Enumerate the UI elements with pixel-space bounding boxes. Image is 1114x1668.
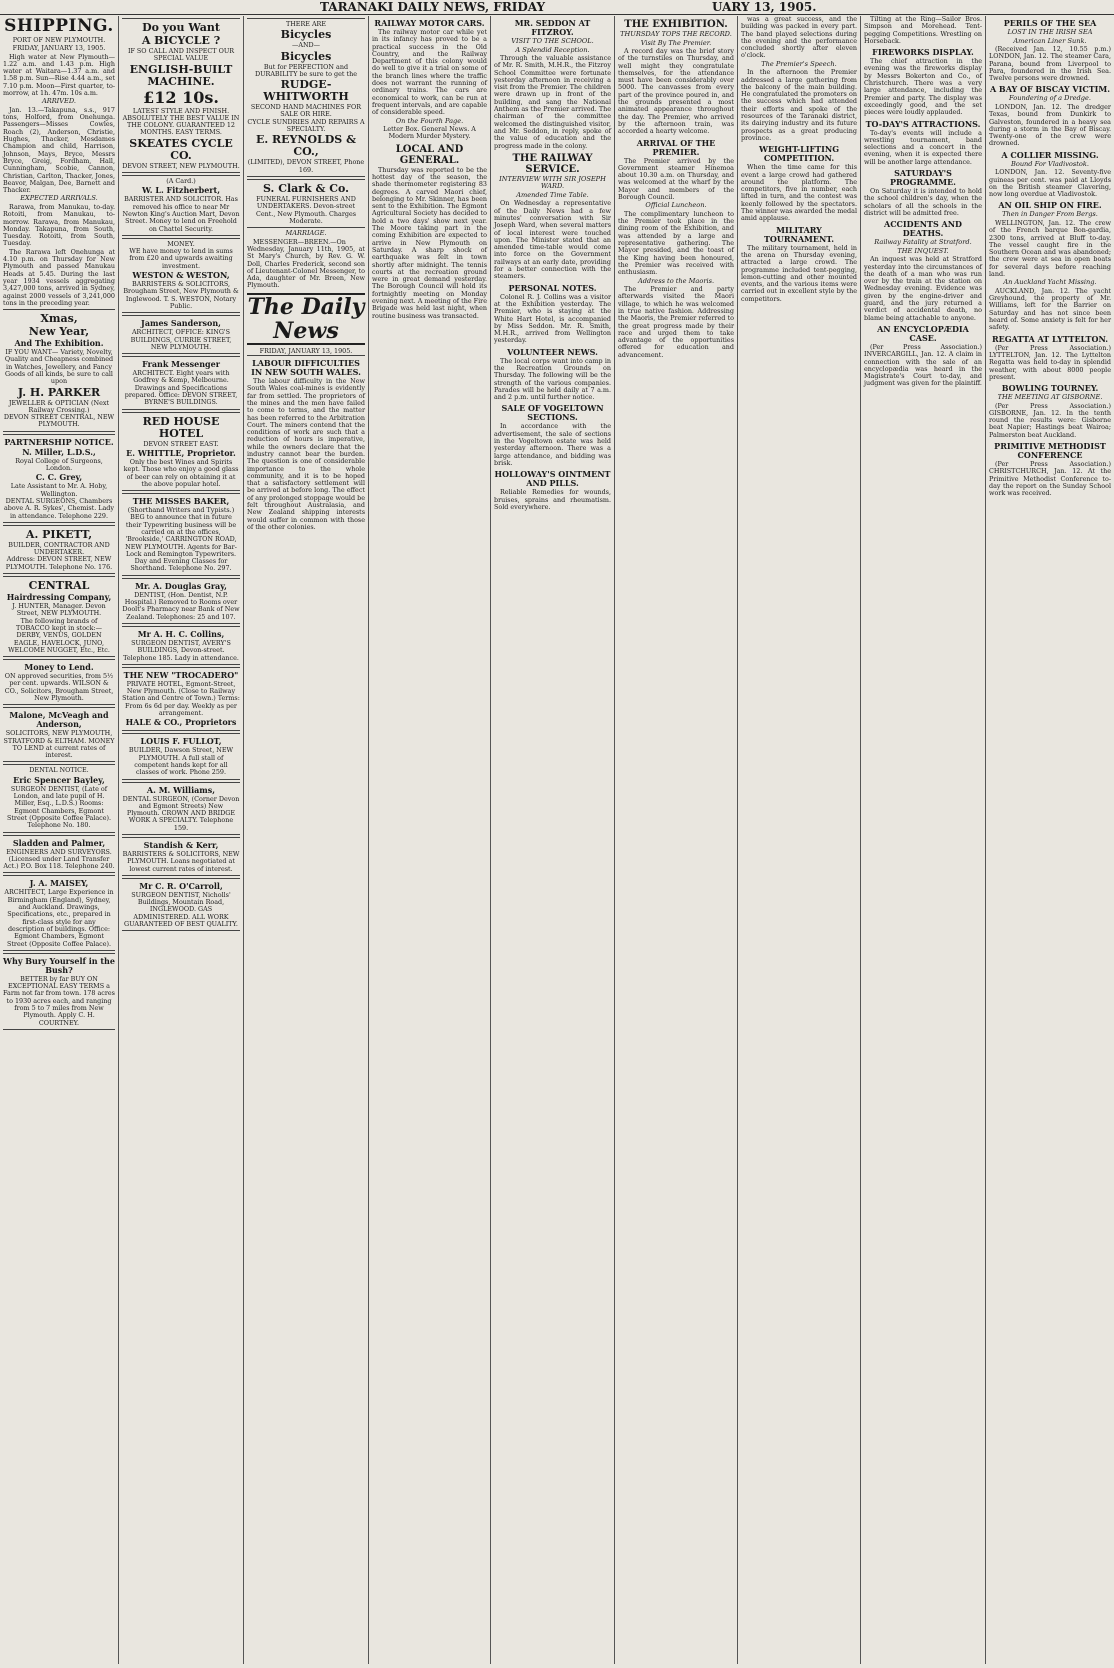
perils-subheading: LOST IN THE IRISH SEA bbox=[1007, 28, 1093, 36]
regatta-text: (Per Press Association.) LYTTELTON, Jan. 12. The Lyttelton Regatta was held to-day in splendid weather, with about 8000 people present. bbox=[989, 343, 1111, 381]
maoris-text: The Premier and party afterwards visited the Maori village, to which he was welcomed in true native fashion. Addressing the Maoris, the Premier referred to the great progress made by their race and urged them to take advantage of the opportunities offered for education and advancement. bbox=[618, 285, 734, 359]
column-1 bbox=[0, 16, 118, 1664]
rudge-ad bbox=[247, 18, 365, 177]
collins-name: Mr A. H. C. Collins, bbox=[137, 628, 225, 639]
reynolds-text: (LIMITED), DEVON STREET, Phone 169. bbox=[247, 158, 365, 174]
military-text: The military tournament, held in the arena on Thursday evening, attracted a large crowd. The programme included tent-pegging, lemon-cutting and other mounted events, and the various items were carried out in excellent style by the competitors. bbox=[741, 243, 857, 303]
misses-baker-text: (Shorthand Writers and Typists.) BEG to announce that in future their Typewriting business will be carried on at the offices, 'Brookside,' CARRINGTON ROAD, NEW PLYMOUTH. Agents for Bar-Lock and Remington Typewriters. Day and Evening Classes for Shorthand. Telephone No. 297. bbox=[125, 506, 237, 573]
partnership-heading: PARTNERSHIP NOTICE. bbox=[4, 436, 114, 447]
exhibition-heading: THE EXHIBITION. bbox=[624, 19, 728, 30]
hunter-text: J. HUNTER, Manager. Devon Street, NEW PLYMOUTH. bbox=[12, 602, 106, 618]
grey-name: C. C. Grey, bbox=[35, 472, 83, 483]
ocarroll-ad bbox=[122, 878, 240, 931]
trocadero-name: THE NEW "TROCADERO" bbox=[123, 669, 239, 680]
bicycles-2: Bicycles bbox=[280, 49, 332, 63]
central-heading: CENTRAL bbox=[28, 579, 90, 593]
bowling-subheading: THE MEETING AT GISBORNE. bbox=[997, 393, 1103, 402]
vogeltown-heading: SALE OF VOGELTOWN SECTIONS. bbox=[501, 403, 604, 423]
sladden-ad bbox=[3, 835, 115, 874]
column-3 bbox=[244, 16, 368, 1664]
weight-text: When the time came for this event a large crowd had gathered around the platform. The competitors, five in number, each lifted in turn, and the contest was keenly followed by the spectators. The winner was awarded the medal amid applause. bbox=[741, 163, 857, 223]
seddon-subheading: VISIT TO THE SCHOOL. bbox=[511, 37, 594, 45]
standish-ad bbox=[122, 837, 240, 876]
tobacco-text: The following brands of TOBACCO kept in stock:— DERBY, VENUS, GOLDEN EAGLE, HAVELOCK, JUNO, WELCOME NUGGET, Etc., Etc. bbox=[8, 616, 110, 654]
fullot-ad bbox=[122, 733, 240, 779]
messenger-name: Frank Messenger bbox=[142, 359, 220, 370]
red-house-address: DEVON STREET EAST. bbox=[143, 439, 219, 448]
fireworks-text: The chief attraction in the evening was the fireworks display by Messrs Bokerton and Co., of Christchurch. There was a very large attendance, including the Premier and party. The display was exceedingly good, and the set pieces were loudly applauded. bbox=[864, 57, 982, 117]
bicycle-ad-line-2: A BICYCLE ? bbox=[141, 34, 221, 47]
misses-baker-ad bbox=[122, 493, 240, 576]
biscay-heading: A BAY OF BISCAY VICTIM. bbox=[989, 84, 1111, 95]
douglas-gray-text: DENTIST, (Hon. Dentist, N.P. Hospital.) Removed to Rooms over Doolt's Pharmacy near Bank of New Zealand. Telephones: 25 and 107. bbox=[122, 590, 240, 621]
page-masthead bbox=[0, 0, 1114, 15]
fitzherbert-text: BARRISTER AND SOLICITOR. Has removed his office to near Mr Newton King's Auction Mart, Devon Street. Money to lend on Freehold on Chattel Security. bbox=[122, 195, 240, 233]
money-heading: Money to Lend. bbox=[24, 662, 94, 673]
marriage-text: MESSENGER—BREEN.—On Wednesday, January 11th, 1905, at St Mary's Church, by Rev. G. W. Doll, Charles Frederick, second son of Lieutenant-Colonel Messenger, to Ada, daughter of Mr. Breen, New Plymouth. bbox=[247, 237, 365, 290]
second-hand: SECOND HAND MACHINES FOR SALE OR HIRE. bbox=[250, 103, 362, 119]
trocadero-ad bbox=[122, 667, 240, 731]
marriage-heading: MARRIAGE. bbox=[285, 229, 327, 238]
reynolds-name: E. REYNOLDS & CO., bbox=[255, 133, 357, 159]
weight-heading: WEIGHT-LIFTING COMPETITION. bbox=[758, 144, 840, 164]
methodist-text: (Per Press Association.) CHRISTCHURCH, Jan. 12. At the Primitive Methodist Conference to-day the report on the Sunday School work was received. bbox=[989, 460, 1111, 498]
on-page-text: Letter Box. General News. A Modern Murder Mystery. bbox=[383, 125, 476, 141]
sanderson-text: ARCHITECT, OFFICE: KING'S BUILDINGS, CURRIE STREET, NEW PLYMOUTH. bbox=[130, 328, 232, 351]
miller-name: N. Miller, L.D.S., bbox=[22, 446, 96, 457]
douglas-gray-name: Mr. A. Douglas Gray, bbox=[135, 580, 227, 591]
bayley-text: SURGEON DENTIST, (Late of London, and late pupil of H. Miller, Esq., L.D.S.) Rooms: Egmont Chambers, Egmont Street (Opposite Coffee Palace). Telephone No. 180. bbox=[6, 784, 112, 830]
fireworks-heading: FIREWORKS DISPLAY. bbox=[872, 47, 974, 58]
saturday-heading: SATURDAY'S PROGRAMME. bbox=[890, 168, 956, 188]
holloway-heading: HOLLOWAY'S OINTMENT AND PILLS. bbox=[494, 469, 611, 489]
expected-text: Rarawa, from Manukau, to-day. Rotoiti, from Manukau, to-morrow. Rarawa, from Manukau, Monday. Takapuna, from South, Tuesday. Rotoiti, from South, Tuesday. bbox=[3, 202, 115, 248]
collins-text: SURGEON DENTIST, AVERY'S BUILDINGS, Devon-street. Telephone 185. Lady in attendance. bbox=[123, 638, 239, 662]
parker-ad bbox=[3, 309, 115, 432]
column-4 bbox=[369, 16, 490, 1664]
methodist-heading: PRIMITIVE METHODIST CONFERENCE bbox=[994, 441, 1106, 461]
bush-ad bbox=[3, 953, 115, 1030]
labour-text: The labour difficulty in the New South Wales coal-mines is evidently far from settled. The proprietors of the mines and the men have failed to come to terms, and the matter has been referred to the Arbitration Court. The miners contend that the conditions of work are such that a reduction of hours is imperative, while the owners declare that the industry cannot bear the burden. The question is one of considerable importance to the whole community, and it is to be hoped that a satisfactory settlement will be arrived at before long. The effect of any prolonged stoppage would be felt throughout Australasia, and New Zealand shipping interests would suffer in common with those of the other colonies. bbox=[247, 377, 365, 531]
biscay-subheading: Foundering of a Dredge. bbox=[1009, 94, 1091, 103]
collier-subheading: Bound For Vladivostok. bbox=[1011, 159, 1089, 168]
sanderson-ad bbox=[122, 315, 240, 354]
weston-text: BARRISTERS & SOLICITORS, Brougham Street, New Plymouth & Inglewood. T. S. WESTON, Notary Public. bbox=[123, 280, 239, 310]
collier-heading: A COLLIER MISSING. bbox=[1001, 149, 1099, 160]
perfection-text: But for PERFECTION and DURABILITY be sure to get the bbox=[255, 62, 357, 78]
ocarroll-text: SURGEON DENTIST, Nicholls' Buildings, Mountain Road, INGLEWOOD. GAS ADMINISTERED. ALL WORK GUARANTEED OF BEST QUALITY. bbox=[124, 890, 238, 929]
maoris-heading: Address to the Maoris. bbox=[637, 276, 715, 285]
expected-heading: EXPECTED ARRIVALS. bbox=[20, 194, 98, 203]
masthead-right: UARY 13, 1905. bbox=[712, 0, 817, 14]
pikett-trade: BUILDER, CONTRACTOR AND UNDERTAKER. bbox=[8, 540, 110, 557]
clark-text: FUNERAL FURNISHERS AND UNDERTAKERS. Devon-street Cent., New Plymouth. Charges Moderate. bbox=[255, 194, 357, 225]
skeates-name: SKEATES CYCLE CO. bbox=[129, 136, 233, 162]
sundries: CYCLE SUNDRIES AND REPAIRS A SPECIALTY. bbox=[247, 117, 365, 134]
weston-ad bbox=[122, 238, 240, 313]
there-are: THERE ARE bbox=[285, 20, 327, 28]
railway-subheading-2: Amended Time Table. bbox=[516, 190, 589, 199]
perils-text: (Received Jan. 12, 10.55 p.m.) LONDON, Jan. 12. The steamer Cara, Parana, bound from Liverpool to Para, foundered in the Irish Sea. Twelve persons were drowned. bbox=[989, 45, 1111, 83]
money2-text: WE have money to lend in sums from £20 and upwards awaiting investment. bbox=[129, 247, 233, 270]
bayley-ad bbox=[3, 764, 115, 832]
money2-label: MONEY. bbox=[167, 239, 195, 248]
seddon-heading: MR. SEDDON AT FITZROY. bbox=[514, 18, 591, 37]
today-text: To-day's events will include a wrestling tournament, band selections and a concert in the evening, when it is expected there will be another large attendance. bbox=[864, 128, 982, 166]
column-6 bbox=[615, 16, 737, 1664]
exhibition-ad-heading: And The Exhibition. bbox=[14, 338, 104, 349]
maisey-ad bbox=[3, 875, 115, 950]
trocadero-text: PRIVATE HOTEL, Egmont-Street, New Plymouth. (Close to Railway Station and Centre of Town.) Terms: From 6s 6d per day. Weekly as per arrangement. bbox=[122, 679, 240, 718]
today-heading: TO-DAY'S ATTRACTIONS. bbox=[865, 118, 981, 129]
messenger-ad bbox=[122, 356, 240, 409]
whittle-name: E. WHITTLE, Proprietor. bbox=[126, 447, 236, 458]
fitzherbert-ad bbox=[122, 175, 240, 236]
yacht-heading: An Auckland Yacht Missing. bbox=[1003, 278, 1097, 287]
editorial-dateline: FRIDAY, JANUARY 13, 1905. bbox=[247, 348, 365, 356]
arrived-text: Jan. 13.—Takapuna, s.s., 917 tons, Holford, from Onehunga. Passengers—Misses Cowles, Roach (2), Anderson, Christie, Hughes, Thacker, Mesdames Champion and child, Harrison, Johnson, Mays, Bryce, Messrs Bryce, Greig, Fordham, Hall, Cunningham, Scobie, Cannon, Christian, Carlton, Thacker, Jones, Beavor, Malgan, Dee, Barnett and Thacker. bbox=[3, 105, 115, 195]
money-text: ON approved securities, from 5½ per cent. upwards. WILSON & CO., Solicitors, Brougham Street, New Plymouth. bbox=[4, 672, 114, 702]
luncheon-text: The complimentary luncheon to the Premier took place in the dining room of the Exhibition, and was attended by a large and representative gathering. The Mayor presided, and the toast of the King having been honoured, the Premier was received with enthusiasm. bbox=[618, 209, 734, 277]
clark-name: S. Clark & Co. bbox=[262, 181, 349, 195]
bicycle-ad-line-3: IF SO CALL AND INSPECT OUR SPECIAL VALUE bbox=[127, 47, 235, 63]
exhibition-text: A record day was the brief story of the turnstiles on Thursday, and well might they congratulate themselves, for the attendance must have been considerably over 5000. The canvasses from every part of the province poured in, and the grounds presented a most animated appearance throughout the day. The Premier, who arrived by the afternoon train, was accorded a hearty welcome. bbox=[618, 47, 734, 136]
whittle-text: Only the best Wines and Spirits kept. Those who enjoy a good glass of beer can rely on obtaining it at the above popular hotel. bbox=[123, 457, 239, 488]
column-2 bbox=[119, 16, 243, 1664]
fitzherbert-name: W. L. Fitzherbert, bbox=[142, 185, 220, 196]
hairdressing-ad bbox=[3, 576, 115, 657]
inquest-heading: THE INQUEST. bbox=[897, 246, 949, 255]
luncheon-heading: Official Luncheon. bbox=[645, 201, 707, 210]
xmas-heading: Xmas, bbox=[40, 312, 78, 326]
hairdressing-heading: Hairdressing Company, bbox=[6, 592, 112, 603]
fullot-text: BUILDER, Dawson Street, NEW PLYMOUTH. A full stall of competent hands kept for all classes of work. Phone 259. bbox=[128, 746, 234, 777]
money-ad bbox=[3, 659, 115, 705]
new-year-heading: New Year, bbox=[28, 325, 90, 339]
sladden-text: ENGINEERS AND SURVEYORS. (Licensed under Land Transfer Act.) P.O. Box 118. Telephone 240. bbox=[3, 847, 115, 871]
col7-top-text: was a great success, and the building was packed in every part. The band played selections during the evening and the performance concluded shortly after eleven o'clock. bbox=[741, 16, 857, 60]
yacht-text: AUCKLAND, Jan. 12. The yacht Greyhound, the property of Mr. Williams, left for the Barrier on Saturday and has not since been heard of. Some anxiety is felt for her safety. bbox=[989, 286, 1111, 332]
oil-subheading: Then in Danger From Bergs. bbox=[1002, 210, 1098, 219]
douglas-gray-ad bbox=[122, 578, 240, 624]
accidents-heading: ACCIDENTS AND DEATHS. bbox=[883, 219, 962, 239]
oil-text: WELLINGTON, Jan. 12. The crew of the French barque Bon-gardia, 2300 tons, arrived at Bluff to-day. The vessel caught fire in the Southern Ocean and was abandoned; the crew were at sea in open boats for several days before reaching land. bbox=[989, 218, 1111, 279]
col8-top-text: Tilting at the Ring—Sailor Bros. Simpson and Morehead. Tent-pegging Competitions. Wrestling on Horseback. bbox=[864, 16, 982, 45]
encyclopedia-text: (Per Press Association.) INVERCARGILL, Jan. 12. A claim in connection with the sale of an encyclopædia was heard in the Magistrate's Court to-day, and judgment was given for the plaintiff. bbox=[864, 342, 982, 388]
bicycle-ad bbox=[122, 18, 240, 173]
labour-heading: LABOUR DIFFICULTIES IN NEW SOUTH WALES. bbox=[251, 358, 361, 378]
bayley-heading: Eric Spencer Bayley, bbox=[13, 774, 105, 785]
maisey-text: ARCHITECT, Large Experience in Birmingham (England), Sydney, and Auckland. Drawings, Specifications, etc., prepared in first-class style for any description of buildings. Office: Egmont Chambers, Egmont Street (Opposite Coffee Palace). bbox=[4, 888, 114, 948]
standish-name: Standish & Kerr, bbox=[143, 840, 219, 850]
pikett-text: Address: DEVON STREET, NEW PLYMOUTH. Telephone No. 176. bbox=[5, 555, 113, 571]
weston-name: WESTON & WESTON, bbox=[132, 270, 230, 281]
bicycle-price: £12 10s. bbox=[143, 87, 219, 107]
hale-name: HALE & CO., Proprietors bbox=[125, 717, 237, 728]
card-label: (A Card.) bbox=[166, 177, 196, 186]
bowling-heading: BOWLING TOURNEY. bbox=[1001, 383, 1099, 394]
bicycle-ad-line-5: LATEST STYLE AND FINISH. ABSOLUTELY THE BEST VALUE IN THE COLONY. GUARANTEED 12 MONTHS. EASY TERMS. bbox=[122, 106, 240, 137]
sladden-heading: Sladden and Palmer, bbox=[12, 837, 106, 848]
personal-text: Colonel R. J. Collins was a visitor at the Exhibition yesterday. The Premier, who is staying at the White Hart Hotel, is accompanied by Miss Seddon. Mr. R. Smith, M.H.R., arrived from Wellington yesterday. bbox=[494, 292, 611, 345]
oil-heading: AN OIL SHIP ON FIRE. bbox=[998, 200, 1102, 211]
column-7 bbox=[738, 16, 860, 1664]
date-line: FRIDAY, JANUARY 13, 1905. bbox=[12, 44, 106, 53]
encyclopedia-heading: AN ENCYCLOPÆDIA CASE. bbox=[877, 323, 969, 343]
and-label: —AND— bbox=[291, 41, 321, 50]
parker-intro: IF YOU WANT— Variety, Novelty, Quality and Cheapness combined in Watches, Jewellery, and Fancy Goods of all kinds, be sure to call upon bbox=[4, 348, 114, 386]
williams-name: A. M. Williams, bbox=[146, 784, 216, 795]
seddon-subheading-2: A Splendid Reception. bbox=[515, 45, 590, 54]
daily-news-nameplate: The Daily News bbox=[247, 293, 365, 344]
inquest-text: An inquest was held at Stratford yesterday into the circumstances of the death of a man who was run over by the train at the station on Wednesday evening. Evidence was given by the engine-driver and guard, and the jury returned a verdict of accidental death, no blame being attachable to anyone. bbox=[864, 255, 982, 322]
masthead-left: TARANAKI DAILY NEWS, FRIDAY bbox=[320, 0, 546, 14]
miller-text: Royal College of Surgeons, London. bbox=[15, 456, 103, 473]
on-page-heading: On the Fourth Page. bbox=[395, 116, 464, 125]
railway-heading: THE RAILWAY SERVICE. bbox=[512, 152, 593, 175]
speech-text: In the afternoon the Premier addressed a large gathering from the balcony of the main building. He congratulated the promoters on the success which had attended their efforts and spoke of the resources of the Taranaki district, its dairying industry and its future prospects as a great producing province. bbox=[741, 68, 857, 142]
biscay-text: LONDON, Jan. 12. The dredger Texas, bound from Dunkirk to Galveston, foundered in a heavy sea during a storm in the Bay of Biscay. Twenty-one of the crew were drowned. bbox=[989, 102, 1111, 148]
clark-ad bbox=[247, 179, 365, 228]
standish-text: BARRISTERS & SOLICITORS, NEW PLYMOUTH. Loans negotiated at lowest current rates of interest. bbox=[122, 850, 240, 873]
column-8 bbox=[861, 16, 985, 1664]
fullot-name: LOUIS F. FULLOT, bbox=[140, 736, 222, 747]
seddon-text: Through the valuable assistance of Mr. R. Smith, M.H.R., the Fitzroy School Committee were fortunate yesterday afternoon in receiving a visit from the Premier. The children were drawn up in front of the building, and sang the National Anthem as the Premier arrived. The chairman of the committee welcomed the distinguished visitor, and Mr. Seddon, in reply, spoke of the value of education and the progress made in the colony. bbox=[494, 54, 611, 150]
pikett-ad bbox=[3, 525, 115, 574]
parker-name: J. H. PARKER bbox=[17, 385, 101, 399]
accidents-subheading: Railway Fatality at Stratford. bbox=[874, 238, 972, 247]
arrival-text: The Premier arrived by the Government steamer Hinemoa about 10.30 a.m. on Thursday, and was welcomed at the wharf by the Mayor and members of the Borough Council. bbox=[618, 156, 734, 202]
column-9 bbox=[986, 16, 1114, 1664]
arrival-heading: ARRIVAL OF THE PREMIER. bbox=[636, 137, 716, 157]
red-house-ad bbox=[122, 412, 240, 491]
exhibition-subheading-2: Visit By The Premier. bbox=[640, 38, 712, 47]
parker-address: DEVON STREET CENTRAL, NEW PLYMOUTH. bbox=[3, 413, 115, 429]
bicycles-1: Bicycles bbox=[280, 28, 332, 42]
grey-text: Late Assistant to Mr. A. Hoby, Wellington. bbox=[10, 482, 108, 498]
dental-text: DENTAL SURGEONS, Chambers above A. R. Sykes', Chemist. Lady in attendance. Telephone 229. bbox=[3, 496, 115, 520]
bush-text: BETTER by far BUY ON EXCEPTIONAL EASY TERMS a Farm not far from town. 178 acres to 1930 acres each, and ranging from 5 to 7 miles from New Plymouth. Apply C. H. COURTNEY. bbox=[3, 974, 115, 1027]
regatta-heading: REGATTA AT LYTTELTON. bbox=[991, 333, 1109, 344]
volunteer-heading: VOLUNTEER NEWS. bbox=[507, 346, 598, 357]
sanderson-name: James Sanderson, bbox=[141, 318, 221, 329]
motor-text: The railway motor car while yet in its infancy has proved to be a practical success in the Old Country, and the Railway Department of this colony would do well to give it a trial on some of the branch lines where the traffic does not warrant the running of ordinary trains. The cars are economical to work, can be run at frequent intervals, and are capable of considerable speed. bbox=[372, 28, 487, 117]
malone-text: SOLICITORS, NEW PLYMOUTH, STRATFORD & ELTHAM. MONEY TO LEND at current rates of interest. bbox=[3, 729, 115, 760]
arrived-heading: ARRIVED. bbox=[41, 97, 77, 106]
column-5 bbox=[491, 16, 614, 1664]
partnership-ad bbox=[3, 434, 115, 523]
volunteer-text: The local corps want into camp in the Recreation Grounds on Thursday. The following will be the strength of the various companies. Parades will be held daily at 7 a.m. and 2 p.m. until further notice. bbox=[494, 356, 611, 402]
messenger-text: ARCHITECT. Eight years with Godfrey & Kemp, Melbourne. Drawings and Specifications prepared. Office: DEVON STREET, BYRNE'S BUILDINGS. bbox=[124, 369, 238, 407]
bowling-text: (Per Press Association.) GISBORNE, Jan. 12. In the tenth round the results were: Gisborne beat Napier; Hastings beat Wairoa; Palmerston beat Auckland. bbox=[989, 401, 1111, 439]
perils-heading: PERILS OF THE SEA bbox=[1003, 18, 1097, 28]
holloway-text: Reliable Remedies for wounds, bruises, sprains and rheumatism. Sold everywhere. bbox=[494, 488, 611, 511]
port-line: PORT OF NEW PLYMOUTH. bbox=[12, 36, 106, 44]
skeates-address: DEVON STREET, NEW PLYMOUTH. bbox=[122, 161, 240, 170]
speech-heading: The Premier's Speech. bbox=[761, 59, 837, 68]
malone-ad bbox=[3, 707, 115, 762]
perils-subheading-2: American Liner Sunk. bbox=[1013, 36, 1087, 45]
williams-text: DENTAL SURGEON, (Corner Devon and Egmont Streets) New Plymouth. CROWN AND BRIDGE WORK A SPECIALTY. Telephone 159. bbox=[122, 794, 240, 832]
railway-text: On Wednesday a representative of the Daily News had a few minutes' conversation with Sir Joseph Ward, when several matters of local interest were touched upon. The Minister stated that an amended time-table would come into force on the Government railways at an early date, providing for a better connection with the steamers. bbox=[494, 199, 611, 281]
personal-heading: PERSONAL NOTES. bbox=[508, 282, 597, 293]
bicycle-ad-line-4: ENGLISH-BUILT MACHINE. bbox=[129, 62, 233, 88]
saturday-text: On Saturday it is intended to hold the school children's day, when the scholars of all the schools in the district will be admitted free. bbox=[864, 187, 982, 217]
pikett-name: A. PIKETT, bbox=[25, 527, 93, 541]
bush-heading: Why Bury Yourself in the Bush? bbox=[3, 955, 115, 975]
military-heading: MILITARY TOURNAMENT. bbox=[763, 224, 835, 244]
harbour-text: The Rarawa left Onehunga at 4.10 p.m. on Thursday for New Plymouth and passed Manukau Heads at 5.45. During the last year 1934 vessels aggregating 3,427,000 tons, arrived in Sydney, against 2000 vessels of 3,241,000 tons in the preceding year. bbox=[3, 247, 115, 307]
bicycle-ad-line-1: Do you Want bbox=[142, 21, 220, 34]
misses-baker-name: THE MISSES BAKER, bbox=[132, 496, 230, 507]
motor-heading: RAILWAY MOTOR CARS. bbox=[374, 18, 485, 28]
exhibition-subheading: THURSDAY TOPS THE RECORD. bbox=[620, 30, 732, 38]
red-house-name: RED HOUSE HOTEL bbox=[142, 414, 220, 440]
ocarroll-name: Mr C. R. O'Carroll, bbox=[139, 880, 223, 891]
tides-text: High water at New Plymouth—1.22 a.m. and 1.43 p.m. High water at Waitara—1.37 a.m. and 1.58 p.m. Sun—Rise 4.44 a.m., set 7.10 p.m. Moon—First quarter, to-morrow, at 1h. 47m. 10s a.m. bbox=[3, 52, 115, 98]
collier-text: LONDON, Jan. 12. Seventy-five guineas per cent. was paid at Lloyds on the British steamer Clavering, now long overdue at Vladivostok. bbox=[989, 168, 1111, 199]
railway-subheading: INTERVIEW WITH SIR JOSEPH WARD. bbox=[499, 174, 606, 191]
parker-trade: JEWELLER & OPTICIAN (Next Railway Crossing.) bbox=[8, 398, 110, 414]
dental-notice: DENTAL NOTICE. bbox=[29, 766, 89, 775]
local-text: Thursday was reported to be the hottest day of the season, the shade thermometer registering 83 degrees. A carved Maori chief, belonging to Mr. Skinner, has been sent to the Exhibition. The Egmont Agricultural Society has decided to hold a two days' show next year. The Moore taking part in the coming Exhibition are expected to arrive in New Plymouth on Saturday. A sharp shock of earthquake was felt in town shortly after midnight. The tennis courts at the recreation ground were in great demand yesterday. The Borough Council will hold its fortnightly meeting on Monday evening next. A meeting of the Fire Brigade was held last night, when routine business was transacted. bbox=[372, 165, 487, 320]
maisey-heading: J. A. MAISEY, bbox=[29, 878, 89, 889]
rudge-whitworth: RUDGE-WHITWORTH bbox=[263, 78, 349, 104]
malone-heading: Malone, McVeagh and Anderson, bbox=[9, 710, 109, 730]
shipping-title: SHIPPING. bbox=[4, 16, 114, 36]
collins-ad bbox=[122, 626, 240, 665]
local-heading: LOCAL AND GENERAL. bbox=[395, 143, 464, 166]
williams-ad bbox=[122, 782, 240, 835]
vogeltown-text: In accordance with the advertisement, the sale of sections in the Vogeltown estate was held yesterday afternoon. There was a large attendance, and bidding was brisk. bbox=[494, 422, 611, 467]
